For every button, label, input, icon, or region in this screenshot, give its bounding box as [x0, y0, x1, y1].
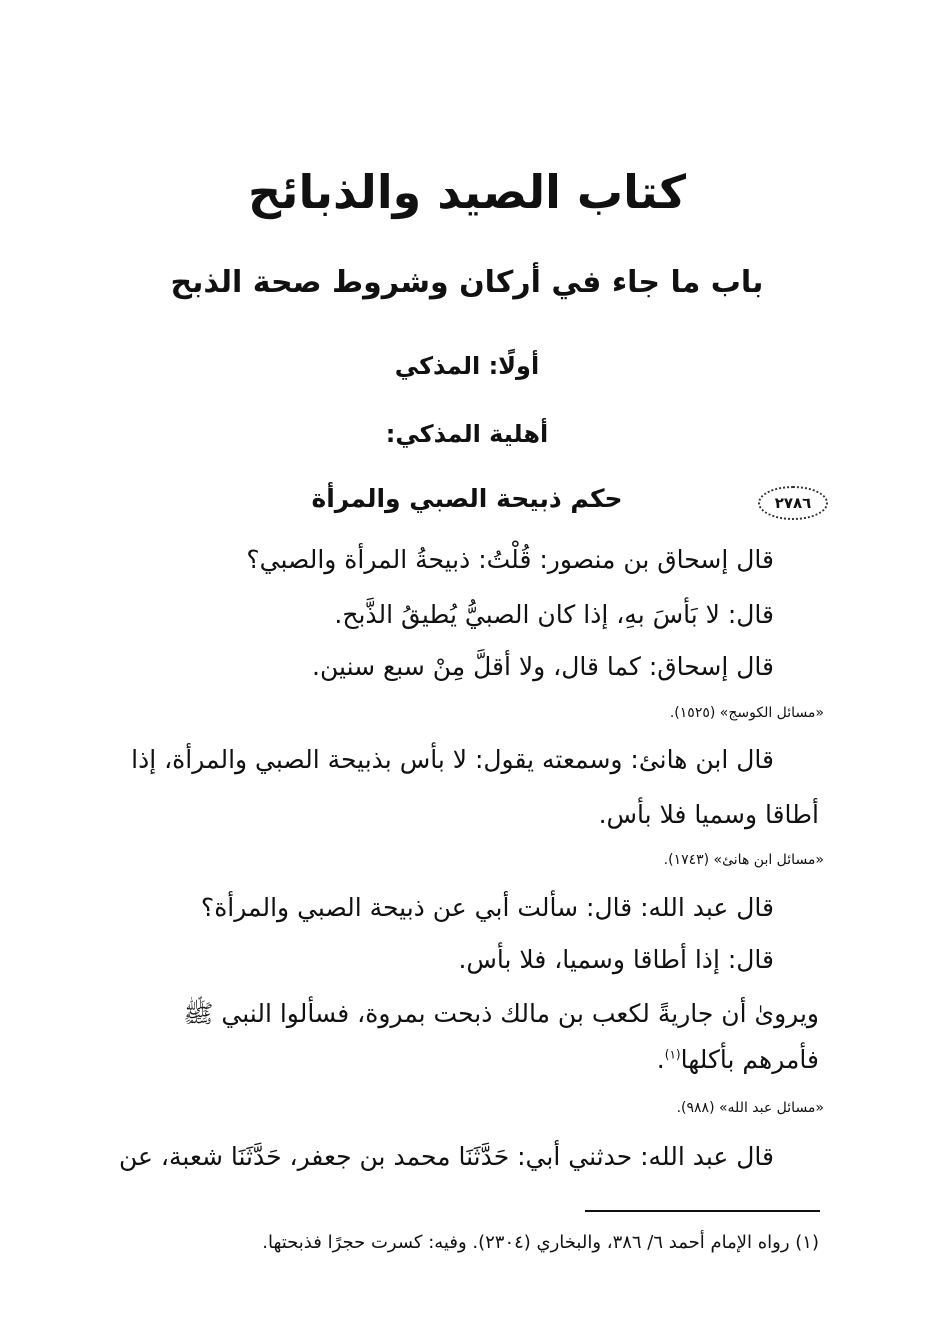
- section-heading-first: أولًا: المذكي: [394, 352, 540, 380]
- text-line: أطاقا وسميا فلا بأس.: [598, 800, 819, 829]
- text-line: [99, 1045, 819, 1074]
- footnote-divider: [585, 1210, 820, 1212]
- issue-number-badge: ٢٧٨٦: [758, 486, 828, 520]
- text-line: قال عبد الله: حدثني أبي: حَدَّثَنَا محمد بن جعفر، حَدَّثَنَا شعبة، عن: [119, 1142, 774, 1171]
- text-line: قال: إذا أطاقا وسميا، فلا بأس.: [458, 945, 774, 974]
- source-citation: «مسائل الكوسج» (١٥٢٥).: [669, 705, 824, 721]
- source-citation: «مسائل عبد الله» (٩٨٨).: [676, 1100, 824, 1116]
- text-line: قال إسحاق: كما قال، ولا أقلَّ مِنْ سبع سنين.: [312, 652, 774, 681]
- text-line: قال إسحاق بن منصور: قُلْتُ: ذبيحةُ المرأة والصبي؟: [246, 545, 774, 574]
- text-line: ويروىٰ أن جاريةً لكعب بن مالك ذبحت بمروة، فسألوا النبي ﷺ: [183, 999, 819, 1028]
- footnote-marker: (١): [664, 1047, 681, 1062]
- text-line: قال: لا بَأسَ بهِ، إذا كان الصبيُّ يُطيقُ الذَّبح.: [334, 600, 774, 629]
- period: .: [656, 1045, 665, 1074]
- text-line-content: فأمرهم بأكلها: [680, 1045, 819, 1074]
- source-citation: «مسائل ابن هانئ» (١٧٤٣).: [663, 852, 824, 868]
- issue-heading: حكم ذبيحة الصبي والمرأة: [311, 484, 623, 513]
- book-title: كتاب الصيد والذبائح: [248, 165, 686, 219]
- text-line: قال عبد الله: قال: سألت أبي عن ذبيحة الصبي والمرأة؟: [200, 893, 774, 922]
- footnote: (١) رواه الإمام أحمد ٦/ ٣٨٦، والبخاري (٢٣٠٤). وفيه: كسرت حجرًا فذبحتها.: [262, 1232, 819, 1253]
- section-subtitle: أهلية المذكي:: [385, 420, 549, 448]
- text-line: قال ابن هانئ: وسمعته يقول: لا بأس بذبيحة الصبي والمرأة، إذا: [131, 745, 774, 774]
- chapter-title: باب ما جاء في أركان وشروط صحة الذبح: [170, 265, 764, 300]
